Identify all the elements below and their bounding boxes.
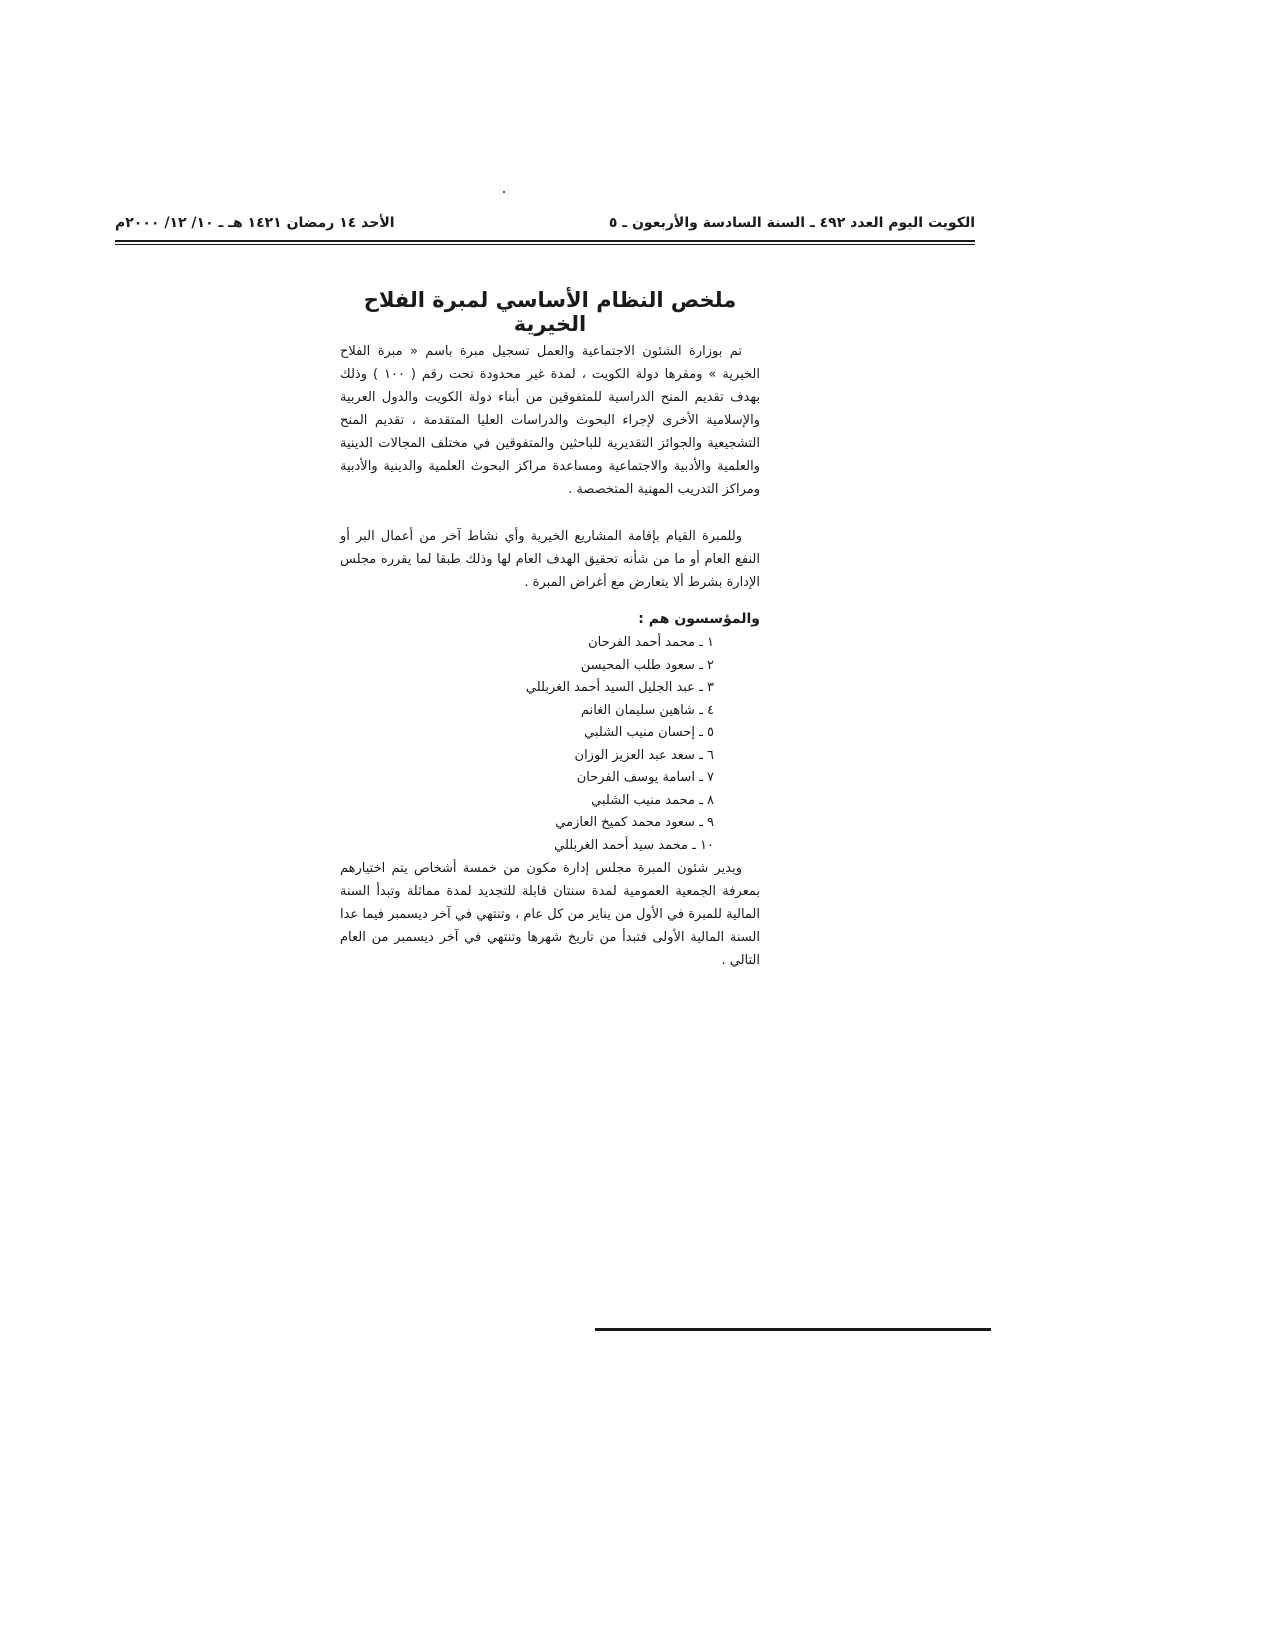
list-item: ٤ ـ شاهين سليمان الغانم xyxy=(580,702,714,718)
header-rule-thin xyxy=(115,244,975,245)
list-item: ١ ـ محمد أحمد الفرحان xyxy=(588,635,714,650)
list-item: ٥ ـ إحسان منيب الشلبي xyxy=(584,725,714,740)
document-title: ملخص النظام الأساسي لمبرة الفلاح الخيرية xyxy=(363,288,737,336)
list-item: ٩ ـ سعود محمد كميخ العازمي xyxy=(555,815,714,830)
list-item: ٨ ـ محمد منيب الشلبي xyxy=(591,792,714,808)
page-header xyxy=(115,213,975,239)
header-rule xyxy=(115,240,975,242)
list-item: ٣ ـ عبد الجليل السيد أحمد الغربللي xyxy=(525,680,714,695)
founders-list xyxy=(340,632,760,857)
paragraph-board xyxy=(340,857,760,972)
founders-heading: والمؤسسون هم : xyxy=(638,611,760,627)
list-item: ٦ ـ سعد عبد العزيز الوزان xyxy=(574,747,714,763)
list-item: ٧ ـ اسامة يوسف الفرحان xyxy=(576,770,714,785)
list-item: ٢ ـ سعود طلب المحيسن xyxy=(580,657,714,673)
paragraph-text: وللمبرة القيام بإقامة المشاريع الخيرية وأي نشاط آخر من أعمال البر أو النفع العام أو ما من شأنه تحقيق الهدف العام لها وذلك طبقا لما يقرره مجلس الإدارة بشرط ألا يتعارض مع أغراض المبرة . xyxy=(340,529,760,590)
date-info: الأحد ١٤ رمضان ١٤٢١ هـ ـ ١٠/ ١٢/ ٢٠٠٠م xyxy=(115,215,395,231)
issue-info: الكويت اليوم العدد ٤٩٢ ـ السنة السادسة والأربعون ـ ٥ xyxy=(608,215,975,231)
scan-speck xyxy=(503,191,505,193)
paragraph-text: تم بوزارة الشئون الاجتماعية والعمل تسجيل مبرة باسم « مبرة الفلاح الخيرية » ومقرها دولة الكويت ، لمدة غير محدودة تحت رقم ( ١٠٠ ) وذلك بهدف تقديم المنح الدراسية للمتفوقين من أبناء دولة الكويت والدول العربية والإسلامية الأخرى لإجراء البحوث والدراسات العليا المتقدمة ، تقديم المنح التشجيعية والجوائز التقديرية للباحثين والمتفوقين في مختلف المجالات الدينية والعلمية والأدبية والاجتماعية ومساعدة مراكز البحوث العلمية والدينية والأدبية ومراكز التدريب المهنية المتخصصة . xyxy=(340,344,760,497)
paragraph-purpose xyxy=(340,340,760,501)
list-item: ١٠ ـ محمد سيد أحمد الغربللي xyxy=(554,837,714,853)
paragraph-text: ويدير شئون المبرة مجلس إدارة مكون من خمسة أشخاص يتم اختيارهم بمعرفة الجمعية العمومية لمدة سنتان قابلة للتجديد لمدة مماثلة وتبدأ السنة المالية للمبرة في الأول من يناير من كل عام ، وتنتهي في آخر ديسمبر فيما عدا السنة المالية الأولى فتبدأ من تاريخ شهرها وتنتهي في آخر ديسمبر من العام التالي . xyxy=(340,861,760,968)
paragraph-activities xyxy=(340,525,760,594)
end-rule xyxy=(595,1328,991,1331)
